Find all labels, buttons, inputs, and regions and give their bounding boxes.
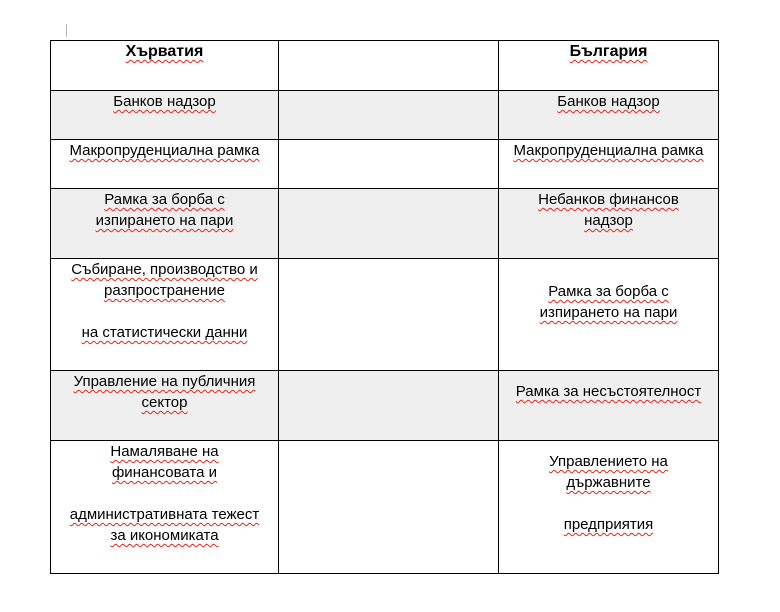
cell-text: Рамка за несъстоятелност — [515, 383, 702, 400]
table-cell-empty[interactable] — [279, 259, 499, 371]
cell-text: Макропруденциална рамка — [69, 142, 260, 159]
table-cell-bulgaria[interactable] — [499, 371, 719, 441]
cell-text: за икономиката — [110, 527, 219, 544]
cell-text: надзор — [584, 212, 633, 229]
cell-text: изпирането на пари — [95, 212, 234, 229]
cell-text: Небанков финансов — [538, 191, 679, 208]
table-cell-empty[interactable] — [279, 189, 499, 259]
cell-text: административната тежест — [69, 506, 260, 523]
header-cell-croatia[interactable] — [51, 41, 279, 91]
cell-text: Банков надзор — [557, 93, 660, 110]
table-row — [51, 140, 719, 189]
cell-text: Рамка за борба с — [104, 191, 225, 208]
table-cell-bulgaria[interactable] — [499, 259, 719, 371]
cell-text: Управлението на — [549, 453, 668, 470]
table-cell-bulgaria[interactable] — [499, 91, 719, 140]
table-cell-empty[interactable] — [279, 441, 499, 574]
table-row — [51, 91, 719, 140]
cell-text: Макропруденциална рамка — [513, 142, 704, 159]
cell-text: сектор — [141, 394, 188, 411]
cell-text: Рамка за борба с — [548, 283, 669, 300]
cell-text: разпространение — [104, 282, 225, 299]
page-corner-mark — [66, 24, 67, 37]
header-croatia-label: Хърватия — [125, 43, 204, 60]
cell-spacer — [53, 301, 276, 322]
cell-text: финансовата и — [111, 464, 218, 481]
table-cell-bulgaria[interactable] — [499, 189, 719, 259]
table-row — [51, 189, 719, 259]
table-cell-croatia[interactable] — [51, 441, 279, 574]
cell-text: държавните — [566, 474, 651, 491]
table-cell-empty[interactable] — [279, 371, 499, 441]
header-cell-bulgaria[interactable] — [499, 41, 719, 91]
cell-spacer — [501, 493, 716, 514]
cell-text: Управление на публичния — [73, 373, 256, 390]
comparison-table — [50, 40, 719, 574]
cell-text: предприятия — [563, 516, 654, 533]
table-cell-croatia[interactable] — [51, 140, 279, 189]
cell-text: Намаляване на — [110, 443, 219, 460]
cell-spacer — [53, 483, 276, 504]
cell-text: Събиране, производство и — [71, 261, 258, 278]
table-cell-empty[interactable] — [279, 91, 499, 140]
table-cell-empty[interactable] — [279, 140, 499, 189]
cell-text: Банков надзор — [113, 93, 216, 110]
table-cell-croatia[interactable] — [51, 91, 279, 140]
table-row — [51, 259, 719, 371]
table-row — [51, 441, 719, 574]
cell-text: на статистически данни — [81, 324, 248, 341]
table-header-row — [51, 41, 719, 91]
table-cell-croatia[interactable] — [51, 371, 279, 441]
table-cell-bulgaria[interactable] — [499, 140, 719, 189]
header-cell-middle[interactable] — [279, 41, 499, 91]
table-cell-croatia[interactable] — [51, 259, 279, 371]
cell-text: изпирането на пари — [539, 304, 678, 321]
header-bulgaria-label: България — [569, 43, 648, 60]
table-row — [51, 371, 719, 441]
table-cell-bulgaria[interactable] — [499, 441, 719, 574]
table-cell-croatia[interactable] — [51, 189, 279, 259]
